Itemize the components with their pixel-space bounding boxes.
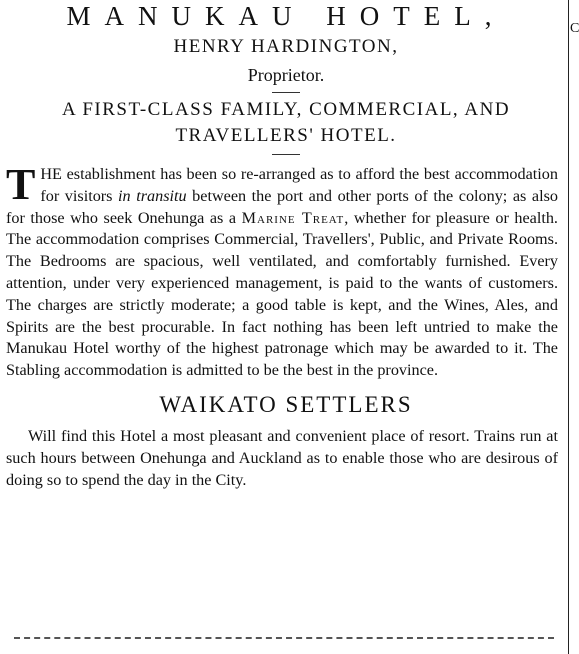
column-rule	[568, 0, 569, 654]
proprietor-label: Proprietor.	[247, 65, 325, 85]
dropcap-letter: T	[6, 160, 36, 209]
margin-mark: C	[570, 21, 579, 36]
bottom-dashed-rule	[14, 637, 554, 639]
description-paragraph	[6, 160, 566, 382]
smallcaps-phrase: Marine Treat	[241, 208, 345, 227]
settlers-paragraph: Will find this Hotel a most pleasant and convenient place of resort. Trains run at such hours between Onehunga and Auckland as to enable those who are desirous of doing so to spend the day in the City.	[6, 426, 558, 489]
proprietor-name: HENRY HARDINGTON,	[173, 36, 399, 57]
hotel-title: MANUKAU HOTEL,	[66, 1, 506, 31]
settlers-heading: WAIKATO SETTLERS	[159, 391, 413, 417]
divider-rule	[272, 154, 300, 155]
description-text-1: HE establishment has been so re-arranged as to afford the best accommodation for visitors	[40, 165, 558, 205]
divider-rule	[272, 92, 300, 93]
hotel-type-heading: A FIRST-CLASS FAMILY, COMMERCIAL, AND TRAVELLERS' HOTEL.	[61, 99, 511, 146]
description-text-2: between the port and other ports of the colony; as also for those who seek Onehunga as a	[6, 186, 559, 227]
italic-phrase: in transitu	[118, 186, 187, 205]
description-text-3: , whether for pleasure or health. The accommodation comprises Commercial, Travellers', Public, and Private Rooms. The Bedrooms are spacious, well ventilated, and comfortably furnished. Every attention, under very experienced management, is paid to the wants of customers. The charges are strictly moderate; a good table is kept, and the Wines, Ales, and Spirits are the best procurable. In fact nothing has been left untried to make the Manukau Hotel worthy of the highest patronage which may be awarded to it. The Stabling accommodation is admitted to be the best in the province.	[6, 208, 558, 380]
